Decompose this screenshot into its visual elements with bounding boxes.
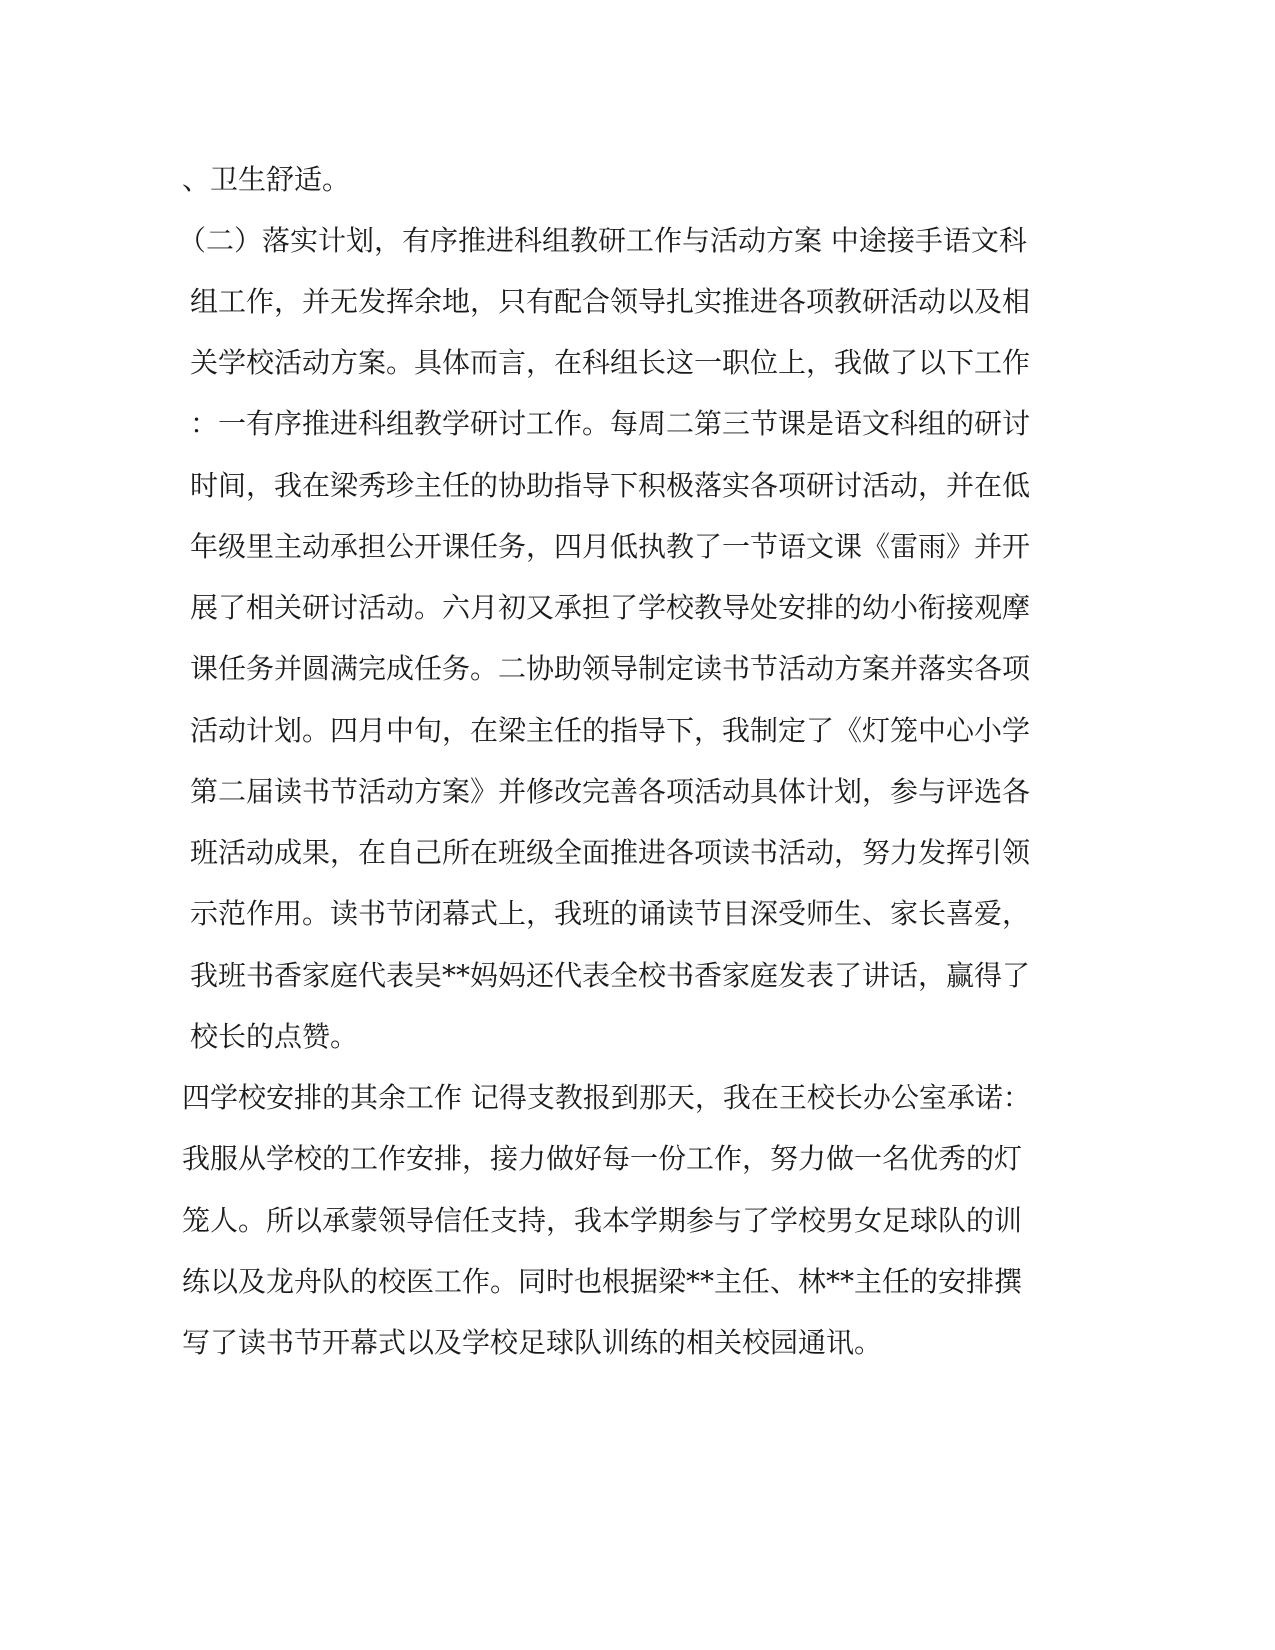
text-line-18: 笼人。所以承蒙领导信任支持，我本学期参与了学校男女足球队的训 [182,1204,1023,1237]
text-line-19: 练以及龙舟队的校医工作。同时也根据梁**主任、林**主任的安排撰 [182,1265,1023,1298]
text-line-6: 时间，我在梁秀珍主任的协助指导下积极落实各项研讨活动，并在低 [190,469,1031,502]
text-line-15: 校长的点赞。 [190,1020,359,1053]
text-line-1: 、卫生舒适。 [182,163,351,196]
text-line-5: ：一有序推进科组教学研讨工作。每周二第三节课是语文科组的研讨 [190,407,1031,440]
text-line-4: 关学校活动方案。具体而言，在科组长这一职位上，我做了以下工作 [190,346,1031,379]
text-line-3: 组工作，并无发挥余地，只有配合领导扎实推进各项教研活动以及相 [190,285,1031,318]
text-line-13: 示范作用。读书节闭幕式上，我班的诵读节目深受师生、家长喜爱， [190,897,1031,930]
text-line-17: 我服从学校的工作安排，接力做好每一份工作，努力做一名优秀的灯 [182,1142,1023,1175]
text-line-11: 第二届读书节活动方案》并修改完善各项活动具体计划，参与评选各 [190,775,1031,808]
text-line-2: （二）落实计划，有序推进科组教研工作与活动方案 中途接手语文科 [178,224,1027,257]
text-line-20: 写了读书节开幕式以及学校足球队训练的相关校园通讯。 [182,1326,883,1359]
text-line-9: 课任务并圆满完成任务。二协助领导制定读书节活动方案并落实各项 [190,652,1031,685]
text-line-16: 四学校安排的其余工作 记得支教报到那天，我在王校长办公室承诺： [182,1081,1031,1114]
text-line-7: 年级里主动承担公开课任务，四月低执教了一节语文课《雷雨》并开 [190,530,1031,563]
text-line-8: 展了相关研讨活动。六月初又承担了学校教导处安排的幼小衔接观摩 [190,591,1031,624]
text-line-14: 我班书香家庭代表吴**妈妈还代表全校书香家庭发表了讲话，赢得了 [190,959,1031,992]
text-line-10: 活动计划。四月中旬，在梁主任的指导下，我制定了《灯笼中心小学 [190,714,1031,747]
text-line-12: 班活动成果，在自己所在班级全面推进各项读书活动，努力发挥引领 [190,836,1031,869]
